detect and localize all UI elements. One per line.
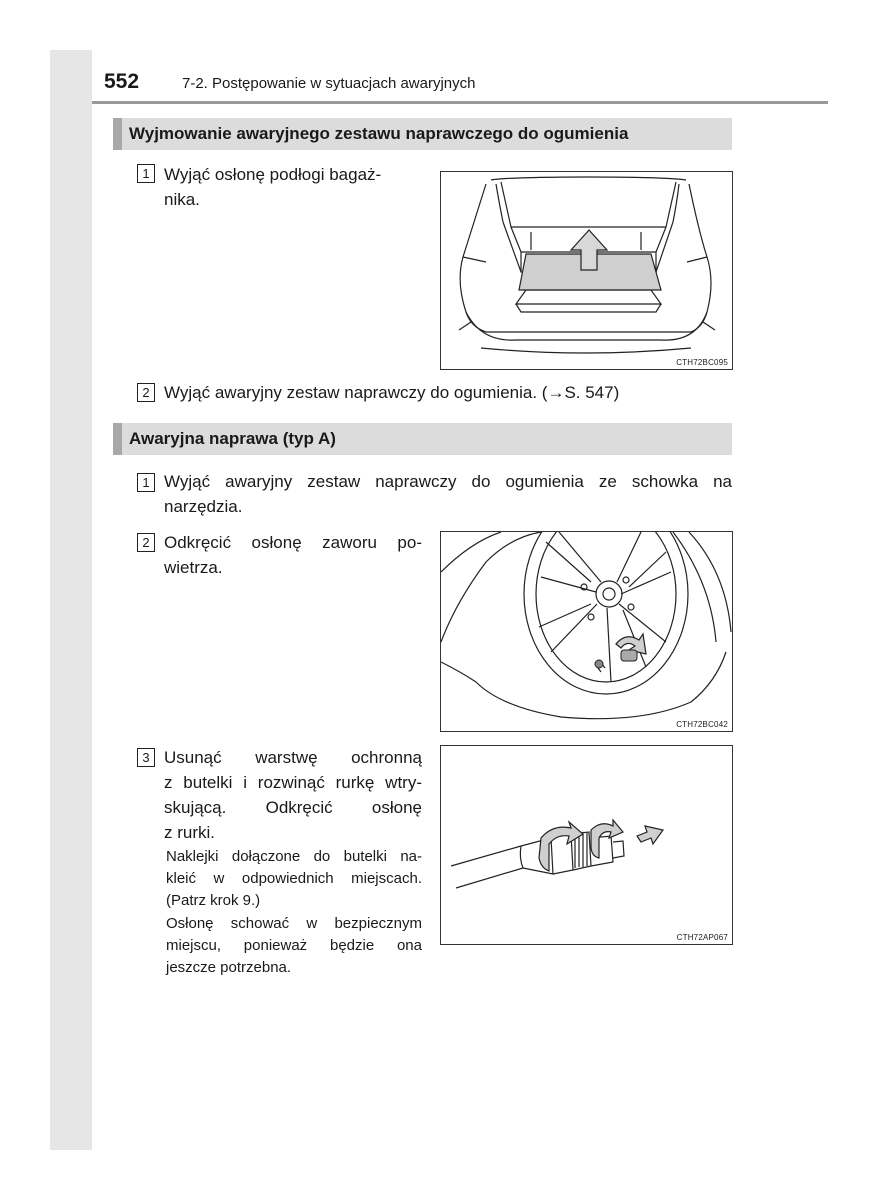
note-line: jeszcze potrzebna. bbox=[166, 959, 292, 976]
step-line: narzędzia. bbox=[164, 497, 243, 516]
header-rule bbox=[92, 101, 828, 104]
step-number: 1 bbox=[137, 473, 155, 492]
step-number: 2 bbox=[137, 533, 155, 552]
step-text: Wyjąć awaryjny zestaw naprawczy do ogumienia. (→S. 547) bbox=[164, 383, 620, 402]
note bbox=[166, 846, 422, 912]
note bbox=[166, 913, 422, 979]
step-line: skującą. Odkręcić osłonę bbox=[164, 798, 422, 817]
step-line: Wyjąć osłonę podłogi bagaż- bbox=[164, 165, 382, 184]
section-heading-remove-kit: Wyjmowanie awaryjnego zestawu naprawczego do ogumienia bbox=[113, 118, 732, 150]
figure-code: CTH72BC095 bbox=[676, 358, 728, 367]
note-line: Naklejki dołączone do butelki na- bbox=[166, 848, 422, 865]
step-line: Wyjąć awaryjny zestaw naprawczy do ogumienia ze schowka na bbox=[164, 472, 732, 491]
trunk-illustration bbox=[441, 172, 733, 370]
step-line: Usunąć warstwę ochronną bbox=[164, 748, 422, 767]
figure-hose bbox=[440, 745, 733, 945]
step-number: 1 bbox=[137, 164, 155, 183]
note-line: kleić w odpowiednich miejscach. bbox=[166, 870, 422, 887]
step-text bbox=[164, 469, 732, 519]
hose-illustration bbox=[441, 746, 733, 945]
figure-trunk bbox=[440, 171, 733, 370]
note-line: miejscu, ponieważ będzie ona bbox=[166, 937, 422, 954]
step-line: z rurki. bbox=[164, 823, 215, 842]
section-label: 7-2. Postępowanie w sytuacjach awaryjnych bbox=[182, 75, 476, 92]
step-number: 2 bbox=[137, 383, 155, 402]
figure-code: CTH72AP067 bbox=[676, 933, 728, 942]
step-text bbox=[164, 745, 422, 845]
step-line: wietrza. bbox=[164, 558, 223, 577]
side-band bbox=[50, 50, 92, 1150]
figure-wheel bbox=[440, 531, 733, 732]
section-heading-repair-type-a: Awaryjna naprawa (typ A) bbox=[113, 423, 732, 455]
figure-code: CTH72BC042 bbox=[676, 720, 728, 729]
step-line: Odkręcić osłonę zaworu po- bbox=[164, 533, 422, 552]
step-line: nika. bbox=[164, 190, 200, 209]
step-line: z butelki i rozwinąć rurkę wtry- bbox=[164, 773, 422, 792]
step-text bbox=[164, 530, 422, 580]
note-line: (Patrz krok 9.) bbox=[166, 892, 261, 909]
step-number: 3 bbox=[137, 748, 155, 767]
note-line: Osłonę schować w bezpiecznym bbox=[166, 915, 422, 932]
wheel-illustration bbox=[441, 532, 733, 732]
page-number: 552 bbox=[104, 70, 140, 93]
step-text bbox=[164, 162, 422, 212]
